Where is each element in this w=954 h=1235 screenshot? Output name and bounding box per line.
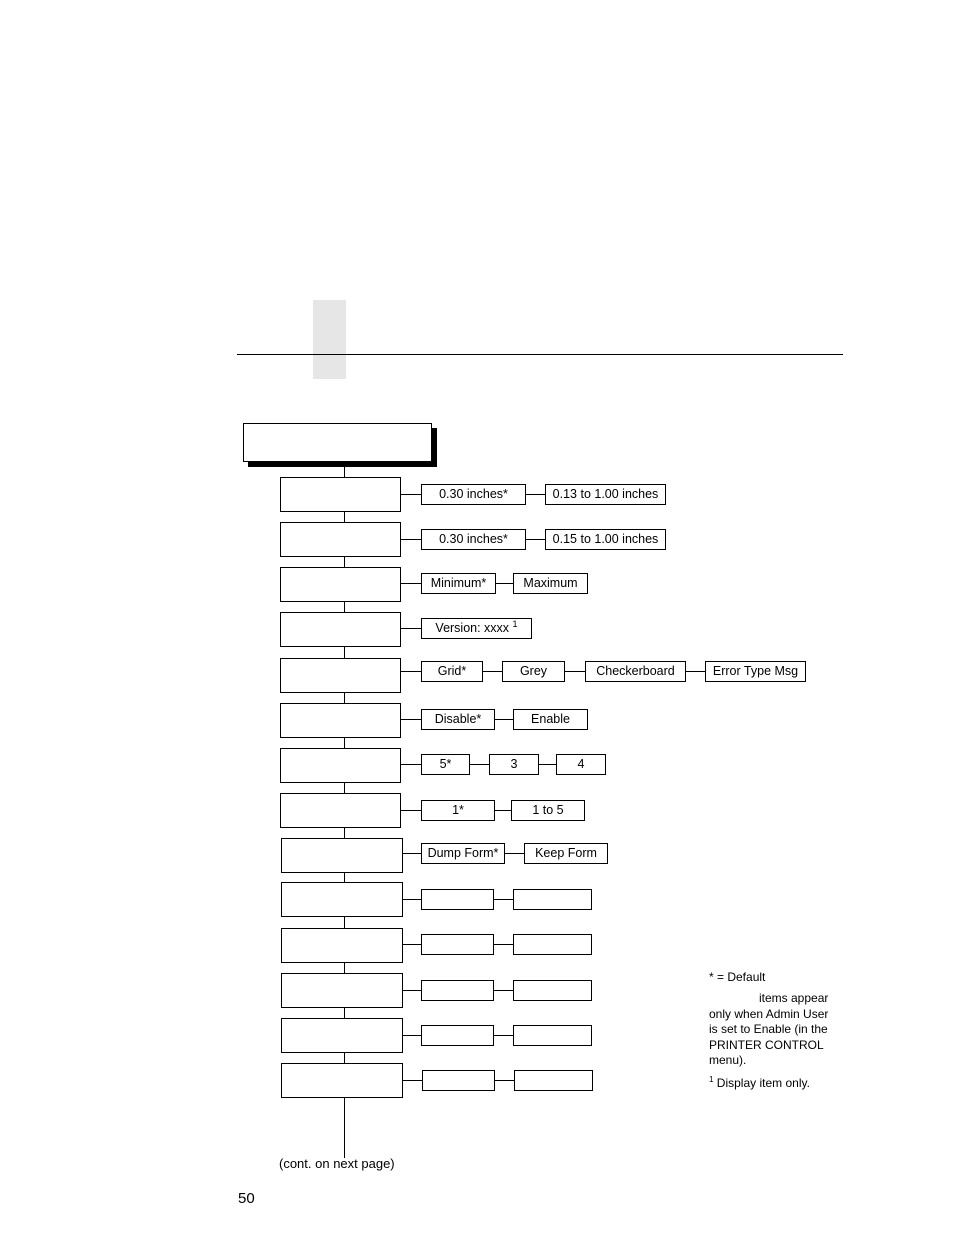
option-label: 0.30 inches* (439, 532, 508, 546)
connector-line (526, 539, 545, 540)
option-label: 5* (439, 757, 452, 771)
option-box (705, 661, 806, 682)
connector-line (494, 990, 513, 991)
option-box (513, 1025, 592, 1046)
option-superscript: 1 (512, 618, 518, 629)
option-label: Keep Form (535, 846, 597, 860)
option-box (545, 529, 666, 550)
option-box (489, 754, 539, 775)
menu-item-box (280, 477, 401, 512)
menu-item-box (281, 928, 403, 963)
menu-item-box (280, 612, 401, 647)
option-label: Version: xxxx (435, 621, 510, 635)
option-box (585, 661, 686, 682)
connector-line (403, 1080, 422, 1081)
option-box (421, 529, 526, 550)
connector-line (470, 764, 489, 765)
header-rule (237, 354, 843, 355)
connector-line (686, 671, 705, 672)
display-note-superscript: 1 (709, 1075, 714, 1084)
menu-item-box (280, 748, 401, 783)
connector-line (403, 1035, 421, 1036)
option-label: 4 (577, 757, 585, 771)
connector-line (401, 671, 421, 672)
option-box (421, 980, 494, 1001)
option-box (513, 573, 588, 594)
connector-line (494, 899, 513, 900)
connector-line (495, 1080, 514, 1081)
default-note: * = Default (709, 970, 766, 984)
option-box (421, 618, 532, 639)
connector-line (495, 719, 513, 720)
option-box (513, 889, 592, 910)
connector-line (401, 628, 421, 629)
option-box (545, 484, 666, 505)
connector-line (539, 764, 556, 765)
option-box (421, 800, 495, 821)
page-number: 50 (238, 1190, 255, 1207)
menu-item-box (281, 882, 403, 917)
connector-line (494, 944, 513, 945)
connector-line (401, 810, 421, 811)
option-box (502, 661, 565, 682)
option-box (524, 843, 608, 864)
option-label: Grid* (437, 664, 467, 678)
connector-line (483, 671, 502, 672)
menu-title-box (243, 423, 432, 462)
connector-line (526, 494, 545, 495)
option-box (513, 980, 592, 1001)
option-label: Disable* (434, 712, 482, 726)
option-box (556, 754, 606, 775)
menu-item-box (280, 793, 401, 828)
option-label: Maximum (523, 576, 578, 590)
option-label: 1 to 5 (532, 803, 564, 817)
option-label: 0.13 to 1.00 inches (552, 487, 659, 501)
option-label: Enable (531, 712, 570, 726)
connector-line (401, 719, 421, 720)
option-box (421, 1025, 494, 1046)
connector-line (403, 990, 421, 991)
connector-line (401, 764, 421, 765)
menu-item-box (281, 973, 403, 1008)
menu-item-box (281, 1063, 403, 1098)
option-box (514, 1070, 593, 1091)
continuation-note: (cont. on next page) (279, 1156, 395, 1171)
menu-item-box (280, 567, 401, 602)
admin-note: items appear only when Admin User is set to Enable (in the PRINTER CONTROL menu). (709, 991, 829, 1067)
option-label: Checkerboard (596, 664, 675, 678)
connector-line (403, 899, 421, 900)
option-box (421, 889, 494, 910)
connector-line (401, 583, 421, 584)
menu-item-box (280, 703, 401, 738)
display-note-text: Display item only. (716, 1076, 810, 1090)
connector-line (495, 810, 511, 811)
option-box (513, 934, 592, 955)
menu-item-box (280, 658, 401, 693)
menu-item-box (281, 1018, 403, 1053)
option-label: Error Type Msg (712, 664, 799, 678)
option-box (421, 484, 526, 505)
connector-line (494, 1035, 513, 1036)
option-box (421, 934, 494, 955)
menu-item-box (280, 522, 401, 557)
option-box (421, 709, 495, 730)
option-label: Grey (519, 664, 548, 678)
option-box (511, 800, 585, 821)
option-label: 3 (510, 757, 518, 771)
connector-line (496, 583, 513, 584)
option-box (421, 661, 483, 682)
option-box (421, 843, 505, 864)
connector-line (401, 494, 421, 495)
option-label: 0.15 to 1.00 inches (552, 532, 659, 546)
option-box (513, 709, 588, 730)
display-note (709, 1072, 810, 1092)
option-label: Minimum* (430, 576, 487, 590)
option-box (421, 754, 470, 775)
menu-item-box (281, 838, 403, 873)
connector-line (403, 853, 421, 854)
option-box (421, 573, 496, 594)
option-box (422, 1070, 495, 1091)
chapter-tab (313, 300, 346, 379)
connector-line (403, 944, 421, 945)
connector-line (565, 671, 585, 672)
option-label: 0.30 inches* (439, 487, 508, 501)
connector-line (505, 853, 524, 854)
option-label: 1* (452, 803, 464, 817)
connector-line (401, 539, 421, 540)
option-label: Dump Form* (427, 846, 499, 860)
